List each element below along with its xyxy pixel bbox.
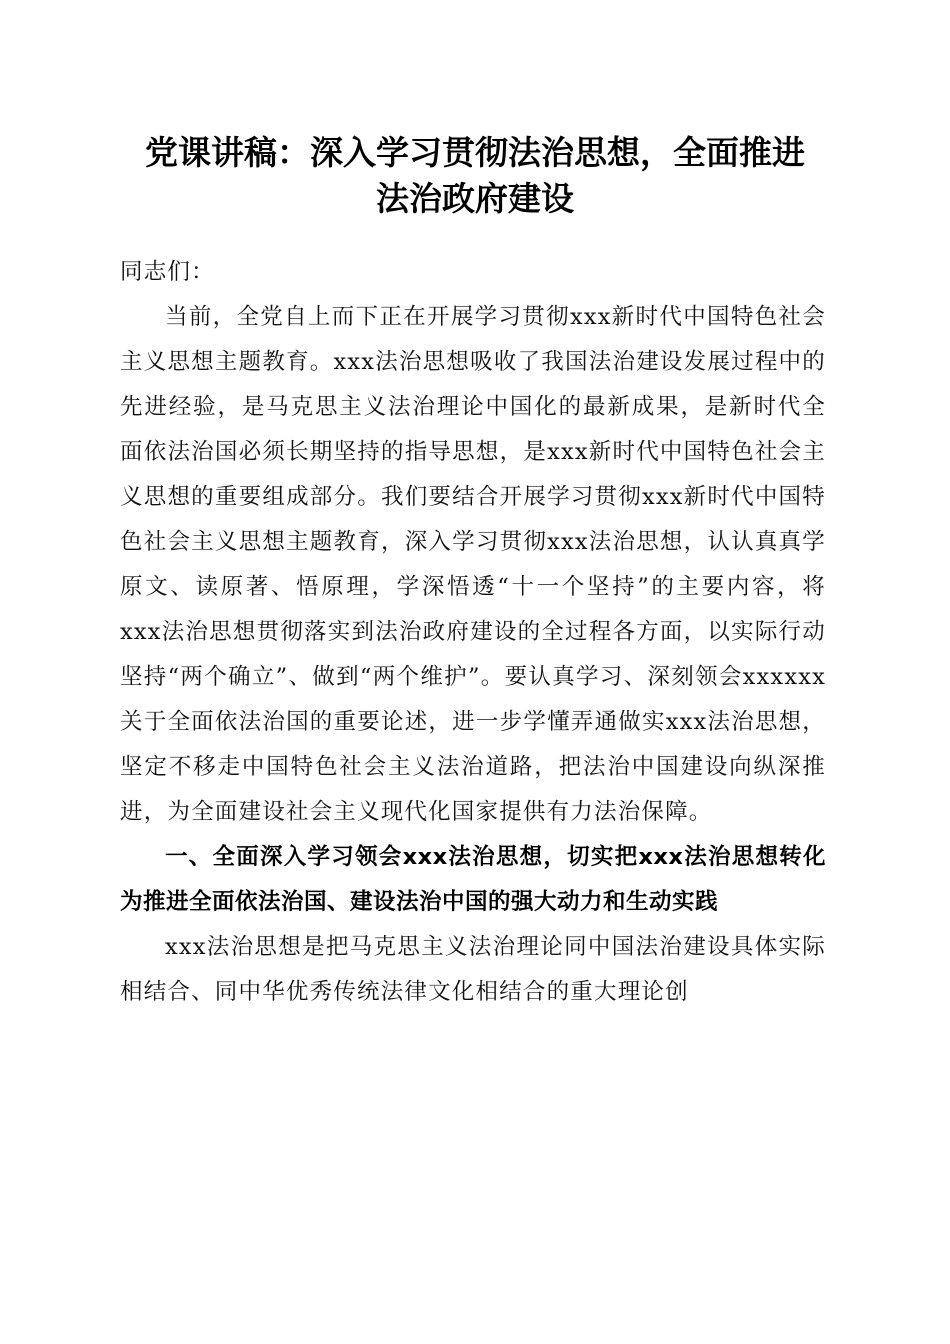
document-title-line-2: 法治政府建设 xyxy=(376,179,574,218)
document-title-line-1: 党课讲稿：深入学习贯彻法治思想，全面推进 xyxy=(145,133,805,172)
paragraph-section-1: xxx法治思想是把马克思主义法治理论同中国法治建设具体实际相结合、同中华优秀传统法律文化相结合的重大理论创 xyxy=(120,934,826,1005)
section-heading-1: 一、全面深入学习领会xxx法治思想，切实把xxx法治思想转化为推进全面依法治国、建设法治中国的强大动力和生动实践 xyxy=(120,844,826,915)
greeting: 同志们： xyxy=(120,259,215,285)
paragraph-intro: 当前，全党自上而下正在开展学习贯彻xxx新时代中国特色社会主义思想主题教育。xxx法治思想吸收了我国法治建设发展过程中的先进经验，是马克思主义法治理论中国化的最新成果，是新时代全面依法治国必须长期坚持的指导思想，是xxx新时代中国特色社会主义思想的重要组成部分。我们要结合开展学习贯彻xxx新时代中国特色社会主义思想主题教育，深入学习贯彻xxx法治思想，认认真真学原文、读原著、悟原理，学深悟透“十一个坚持”的主要内容，将xxx法治思想贯彻落实到法治政府建设的全过程各方面，以实际行动坚持“两个确立”、做到“两个维护”。要认真学习、深刻领会xxxxxx关于全面依法治国的重要论述，进一步学懂弄通做实xxx法治思想，坚定不移走中国特色社会主义法治道路，把法治中国建设向纵深推进，为全面建设社会主义现代化国家提供有力法治保障。 xyxy=(120,304,826,825)
document-title xyxy=(100,130,850,222)
document-body xyxy=(120,250,826,1015)
